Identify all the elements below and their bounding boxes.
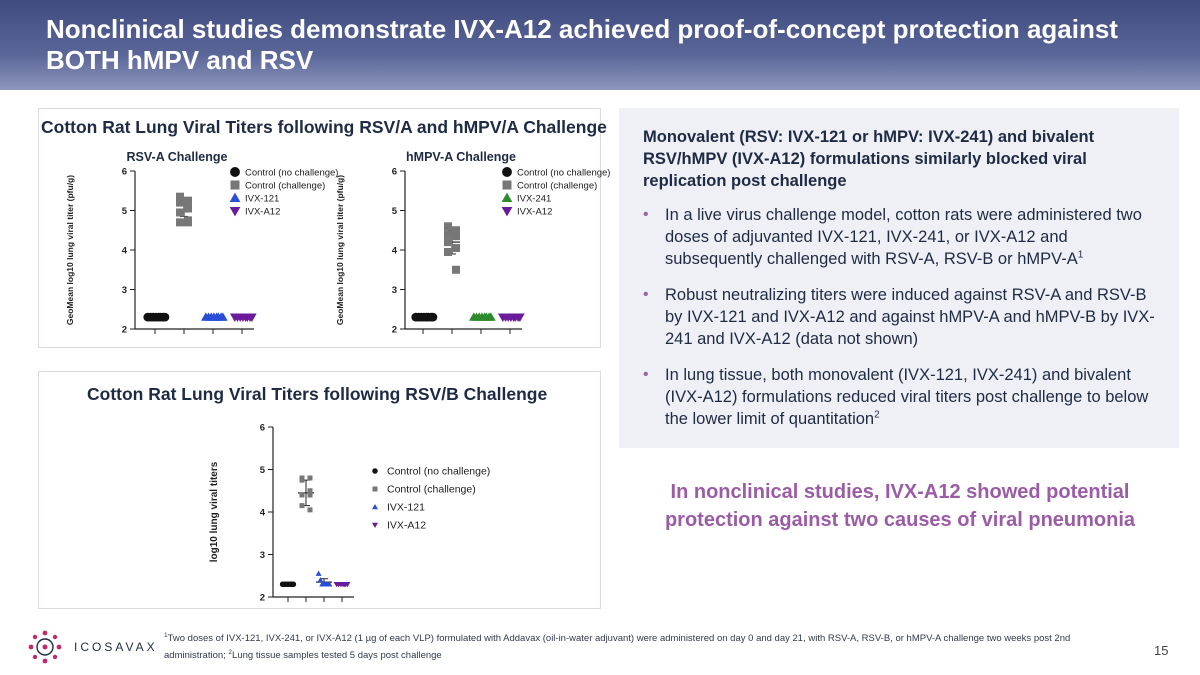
- y-tick-label: 5: [259, 465, 265, 476]
- bullet-item: [643, 284, 1163, 350]
- logo-text: ICOSAVAX: [74, 640, 158, 654]
- data-point: [429, 313, 438, 322]
- legend-label: IVX-A12: [517, 206, 553, 218]
- rsv-b-chart: [199, 412, 499, 607]
- legend-marker: [230, 167, 240, 177]
- y-tick-label: 2: [259, 592, 265, 604]
- top-chart-panel: [38, 108, 611, 348]
- legend-marker: [231, 181, 240, 190]
- data-point: [316, 571, 322, 576]
- hmpv-a-chart: [327, 150, 611, 346]
- legend-label: Control (challenge): [387, 483, 476, 496]
- data-point: [300, 493, 305, 498]
- bullet-icon: •: [643, 286, 649, 303]
- data-point: [176, 208, 184, 216]
- legend-label: IVX-A12: [387, 519, 427, 532]
- y-tick-label: 5: [121, 206, 127, 217]
- data-point: [308, 476, 313, 481]
- conclusion-callout: In nonclinical studies, IVX-A12 showed potential protection against two causes of viral pneumonia: [664, 481, 1136, 531]
- chart-title: RSV-A Challenge: [126, 150, 228, 164]
- company-logo: [28, 630, 168, 664]
- y-tick-label: 6: [259, 422, 265, 434]
- rsv-a-chart: [57, 150, 339, 346]
- y-tick-label: 4: [259, 507, 265, 519]
- footnote: [164, 629, 1124, 663]
- bullet-text: In a live virus challenge model, cotton rats were administered two doses of adjuvanted IVX-121, IVX-241, or IVX-A12 and subsequently challenged with RSV-A, RSV-B or hMPV-A: [665, 206, 1142, 268]
- legend-label: Control (no challenge): [245, 167, 339, 179]
- legend-label: Control (challenge): [517, 180, 598, 192]
- data-point: [161, 313, 170, 322]
- data-point: [452, 244, 460, 252]
- legend-marker: [502, 167, 512, 177]
- legend-marker: [372, 504, 378, 509]
- bottom-chart-panel: [38, 371, 601, 609]
- summary-heading: Monovalent (RSV: IVX-121 or hMPV: IVX-241) and bivalent RSV/hMPV (IVX-A12) formulations similarly blocked viral replication post challenge: [643, 128, 1095, 190]
- y-tick-label: 5: [391, 206, 397, 217]
- summary-box: [619, 108, 1179, 448]
- y-tick-label: 6: [391, 166, 397, 178]
- legend-marker: [502, 193, 513, 202]
- data-point: [184, 205, 192, 213]
- data-point: [300, 478, 305, 483]
- footnote-1: Two doses of IVX-121, IVX-241, or IVX-A12 (1 µg of each VLP) formulated with Addavax (oil-in-water adjuvant) were administered on day 0 and day 21, with RSV-A, RSV-B, or hMPV-A challenge two weeks post 2nd administration;: [164, 633, 1071, 662]
- data-point: [444, 248, 452, 256]
- bullet-item: [643, 364, 1163, 430]
- data-point: [176, 218, 184, 226]
- data-point: [317, 577, 323, 582]
- y-axis-label: GeoMean log10 lung viral titer (pfu/g): [335, 174, 345, 326]
- legend-label: IVX-121: [245, 193, 280, 205]
- legend-marker: [503, 181, 512, 190]
- y-axis-label: log10 lung viral titers: [209, 461, 220, 563]
- data-point: [308, 493, 313, 498]
- y-tick-label: 2: [121, 324, 127, 336]
- legend-label: IVX-241: [517, 193, 552, 205]
- bullet-sup: 1: [1077, 249, 1084, 261]
- top-panel-title: Cotton Rat Lung Viral Titers following RSV/A and hMPV/A Challenge: [41, 117, 607, 137]
- data-point: [184, 197, 192, 205]
- bullet-text: Robust neutralizing titers were induced against RSV-A and RSV-B by IVX-121 and IVX-A12 and against hMPV-A and hMPV-B by IVX-241 and IVX-A12 (data not shown): [665, 286, 1155, 348]
- y-tick-label: 3: [121, 285, 127, 296]
- bullet-icon: •: [643, 206, 649, 223]
- footnote-2: Lung tissue samples tested 5 days post challenge: [232, 650, 442, 662]
- y-tick-label: 4: [121, 245, 127, 257]
- chart-title: hMPV-A Challenge: [406, 150, 516, 164]
- y-tick-label: 2: [391, 324, 397, 336]
- legend-label: IVX-121: [387, 501, 425, 514]
- bottom-panel-title: Cotton Rat Lung Viral Titers following RSV/B Challenge: [87, 384, 548, 404]
- data-point: [452, 266, 460, 274]
- bullet-item: [643, 204, 1163, 270]
- page-number: 15: [1154, 643, 1169, 658]
- data-point: [291, 582, 297, 588]
- data-point: [444, 222, 452, 230]
- data-point: [452, 232, 460, 240]
- summary-bullets: [643, 204, 1163, 444]
- footnote-mark: 1: [164, 632, 168, 639]
- legend-marker: [230, 207, 241, 216]
- y-tick-label: 6: [121, 166, 127, 178]
- legend-marker: [502, 207, 513, 216]
- slide-title: Nonclinical studies demonstrate IVX-A12 achieved proof-of-concept protection against BOTH hMPV and RSV: [46, 14, 1118, 75]
- data-point: [444, 238, 452, 246]
- legend-marker: [372, 523, 378, 528]
- data-point: [184, 218, 192, 226]
- legend-label: Control (challenge): [245, 180, 326, 192]
- legend-marker: [372, 468, 378, 474]
- data-point: [176, 199, 184, 207]
- footnote-mark: 2: [228, 649, 233, 657]
- y-tick-label: 4: [391, 245, 397, 257]
- data-point: [300, 503, 305, 508]
- bullet-icon: •: [643, 366, 649, 383]
- data-point: [444, 230, 452, 238]
- bullet-text: In lung tissue, both monovalent (IVX-121, IVX-241) and bivalent (IVX-A12) formulations reduced viral titers post challenge to below the lower limit of quantitation: [665, 366, 1149, 428]
- y-tick-label: 3: [391, 285, 397, 296]
- legend-marker: [230, 193, 241, 202]
- y-axis-label: GeoMean log10 lung viral titer (pfu/g): [65, 174, 75, 326]
- title-banner: [0, 0, 1200, 90]
- data-point: [308, 507, 313, 512]
- bullet-sup: 2: [874, 409, 880, 421]
- y-tick-label: 3: [259, 550, 265, 561]
- legend-label: IVX-A12: [245, 206, 281, 218]
- legend-label: Control (no challenge): [517, 167, 611, 179]
- legend-label: Control (no challenge): [387, 465, 491, 478]
- legend-marker: [373, 487, 378, 492]
- virus-logo-icon: [28, 630, 68, 664]
